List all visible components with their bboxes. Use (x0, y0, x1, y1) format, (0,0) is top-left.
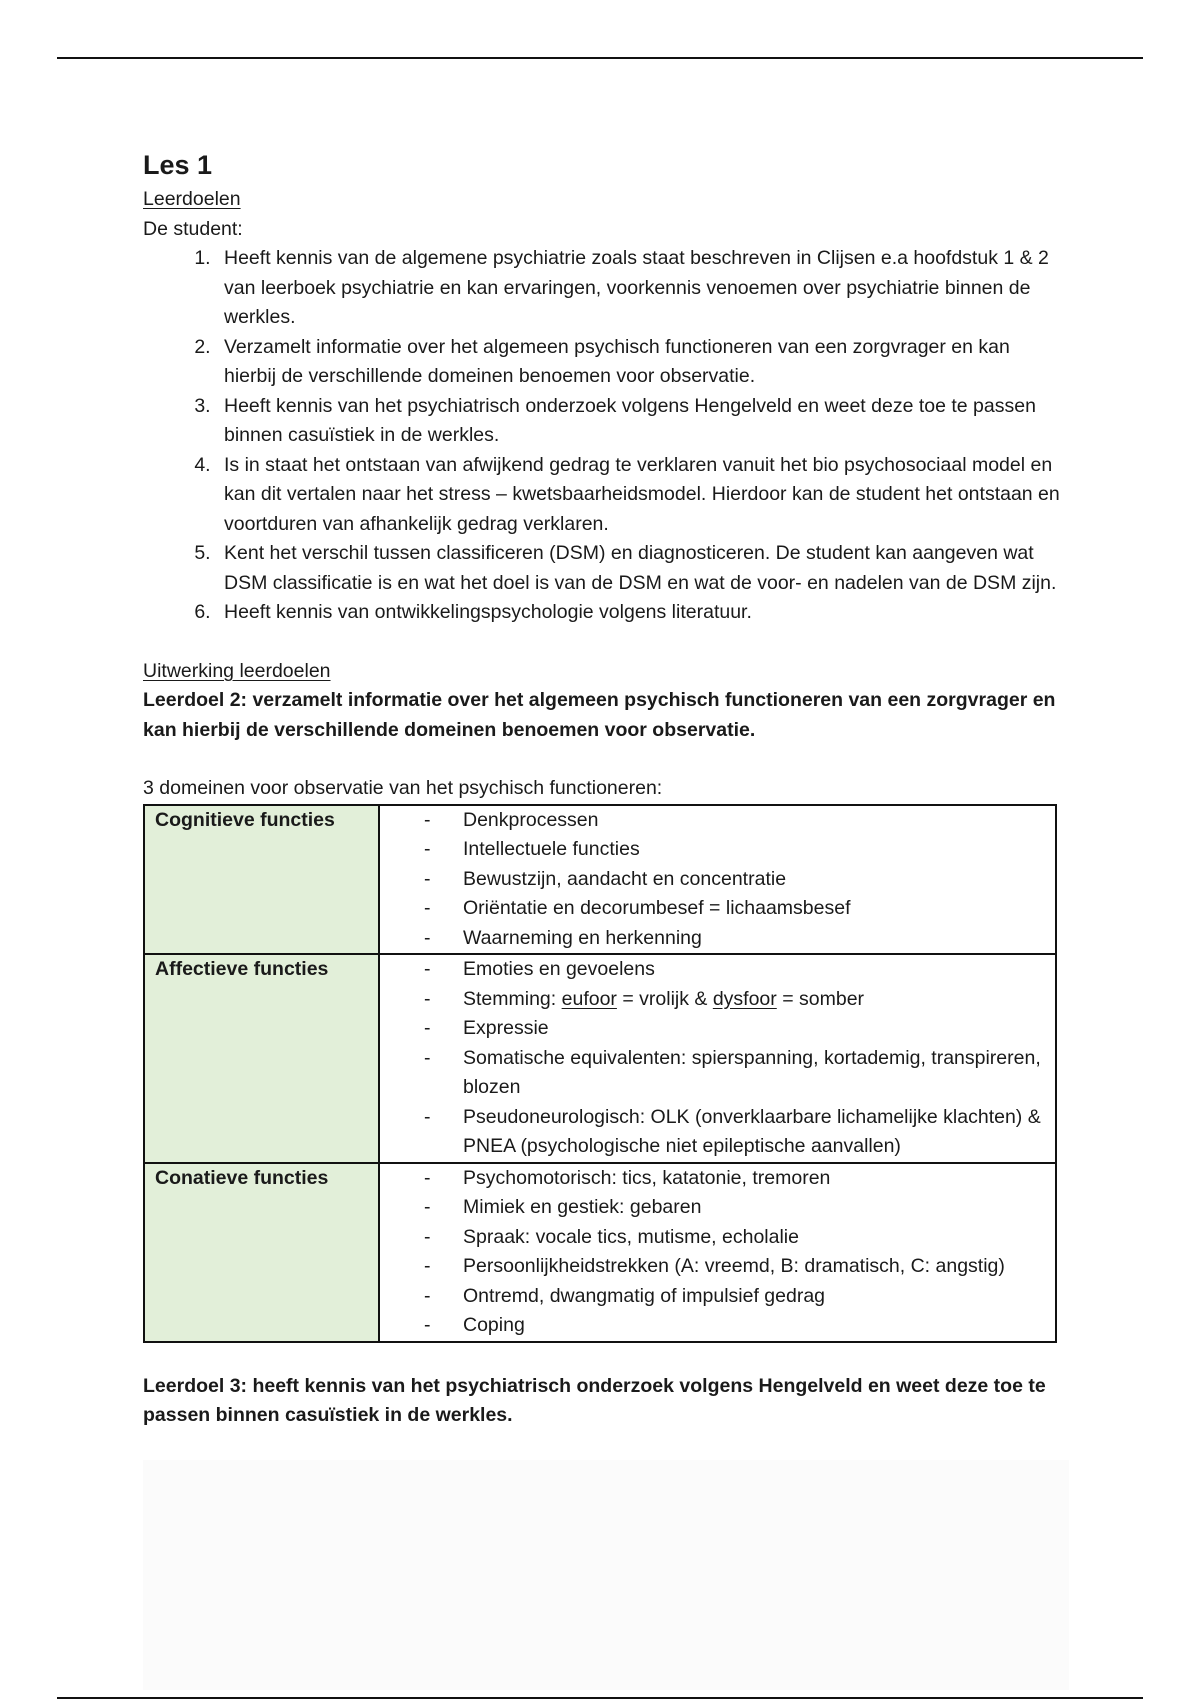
list-item: 1. Heeft kennis van de algemene psychiatrie zoals staat beschreven in Clijsen e.a hoofdstuk 1 & 2 van leerboek psychiatrie en kan ervaringen, voorkennis venoemen over psychiatrie binnen de werkles. (216, 244, 1063, 333)
dash-bullet: - (424, 1046, 431, 1069)
list-item: - Intellectuele functies (380, 835, 1055, 865)
list-item: - Oriëntatie en decorumbesef = lichaamsbesef (380, 894, 1055, 924)
student-intro: De student: (143, 217, 243, 240)
dash-bullet: - (424, 838, 431, 860)
list-item: - Spraak: vocale tics, mutisme, echolalie (380, 1223, 1055, 1253)
goal-2-heading: Leerdoel 2: verzamelt informatie over het algemeen psychisch functioneren van een zorgvrager en kan hierbij de verschillende domeinen benoemen voor observatie. (143, 689, 1056, 741)
document-page (143, 145, 1063, 1431)
dash-bullet: - (424, 1314, 431, 1336)
list-item: - Denkprocessen (380, 806, 1055, 836)
domain-name-cognitive: Cognitieve functies (144, 805, 379, 955)
footer-rule (57, 1697, 1143, 1699)
list-item: - Emoties en gevoelens (380, 955, 1055, 985)
dash-bullet: - (424, 1166, 431, 1189)
blurred-preview-area (143, 1460, 1069, 1690)
list-item: - Ontremd, dwangmatig of impulsief gedrag (380, 1282, 1055, 1312)
table-row (144, 1163, 1056, 1342)
list-item: - Mimiek en gestiek: gebaren (380, 1193, 1055, 1223)
dash-bullet: - (424, 1255, 431, 1277)
table-row (144, 954, 1056, 1163)
table-intro: 3 domeinen voor observatie van het psychisch functioneren: (143, 777, 663, 799)
domain-items-affective (380, 955, 1055, 1162)
list-item: - Psychomotorisch: tics, katatonie, tremoren (380, 1164, 1055, 1194)
goal-3-heading: Leerdoel 3: heeft kennis van het psychiatrisch onderzoek volgens Hengelveld en weet deze toe te passen binnen casuïstiek in de werkles. (143, 1374, 1046, 1426)
dash-bullet: - (424, 1017, 431, 1039)
dash-bullet: - (424, 867, 431, 890)
list-item: - Expressie (380, 1014, 1055, 1044)
dash-bullet: - (424, 1225, 431, 1248)
list-item: - Bewustzijn, aandacht en concentratie (380, 865, 1055, 895)
dash-bullet: - (424, 926, 431, 949)
dash-bullet: - (424, 897, 431, 919)
learning-goals-list (143, 244, 1063, 628)
domain-name-affective: Affectieve functies (144, 954, 379, 1163)
dash-bullet: - (424, 987, 431, 1010)
domain-items-cognitive (380, 806, 1055, 954)
list-item: - Waarneming en herkenning (380, 924, 1055, 954)
dash-bullet: - (424, 808, 431, 831)
dash-bullet: - (424, 1105, 431, 1128)
dash-bullet: - (424, 1196, 431, 1218)
domain-items-conative (380, 1164, 1055, 1341)
dash-bullet: - (424, 1284, 431, 1307)
list-item: 4. Is in staat het ontstaan van afwijkend gedrag te verklaren vanuit het bio psychosociaal model en kan dit vertalen naar het stress – kwetsbaarheidsmodel. Hierdoor kan de student het ontstaan en voortduren van afhankelijk gedrag verklaren. (216, 451, 1063, 540)
list-item: 2. Verzamelt informatie over het algemeen psychisch functioneren van een zorgvrager en kan hierbij de verschillende domeinen benoemen voor observatie. (216, 333, 1063, 392)
list-item: 5. Kent het verschil tussen classificeren (DSM) en diagnosticeren. De student kan aangeven wat DSM classificatie is en wat het doel is van de DSM en wat de voor- en nadelen van de DSM zijn. (216, 539, 1063, 598)
domain-name-conative: Conatieve functies (144, 1163, 379, 1342)
domains-table (143, 804, 1057, 1343)
list-item: - Pseudoneurologisch: OLK (onverklaarbare lichamelijke klachten) & PNEA (psychologische niet epileptische aanvallen) (380, 1103, 1055, 1162)
elaboration-heading: Uitwerking leerdoelen (143, 659, 331, 682)
table-row (144, 805, 1056, 955)
list-item: - Persoonlijkheidstrekken (A: vreemd, B: dramatisch, C: angstig) (380, 1252, 1055, 1282)
list-item: - Stemming: eufoor = vrolijk & dysfoor = somber (380, 985, 1055, 1015)
header-rule (57, 57, 1143, 59)
list-item: - Somatische equivalenten: spierspanning, kortademig, transpireren, blozen (380, 1044, 1055, 1103)
list-item: 6. Heeft kennis van ontwikkelingspsychologie volgens literatuur. (216, 598, 1063, 628)
page-title: Les 1 (143, 150, 213, 180)
dash-bullet: - (424, 958, 431, 980)
list-item: - Coping (380, 1311, 1055, 1341)
goals-heading: Leerdoelen (143, 188, 241, 210)
list-item: 3. Heeft kennis van het psychiatrisch onderzoek volgens Hengelveld en weet deze toe te passen binnen casuïstiek in de werkles. (216, 392, 1063, 451)
